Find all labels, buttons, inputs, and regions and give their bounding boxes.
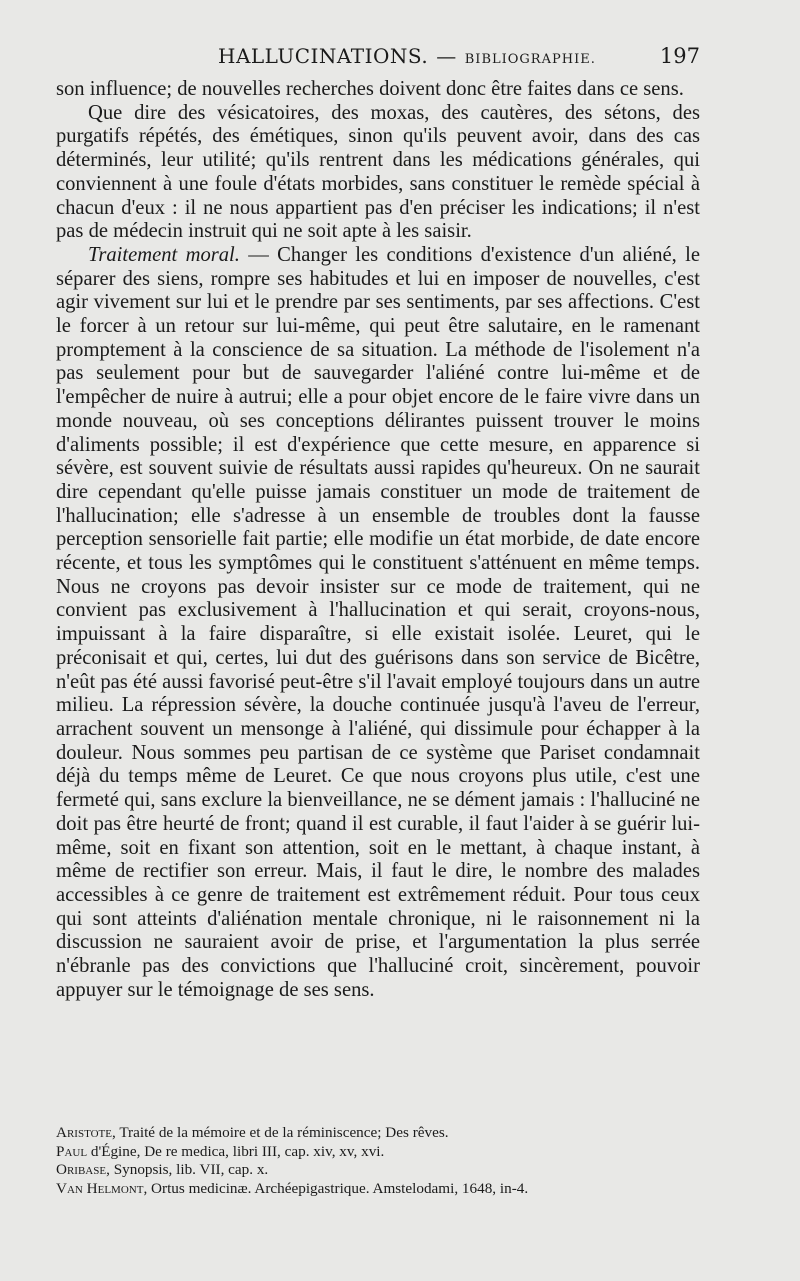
bibliography [56, 1124, 716, 1198]
bibliography-text: , Traité de la mémoire et de la réminiscence; Des rêves. [112, 1124, 449, 1141]
running-title-main: HALLUCINATIONS. [218, 44, 429, 68]
header-dash: — [436, 44, 457, 68]
bibliography-entry [56, 1180, 716, 1199]
paragraph-continuation: son influence; de nouvelles recherches doivent donc être faites dans ce sens. [56, 78, 684, 100]
bibliography-text: , Synopsis, lib. VII, cap. x. [106, 1161, 269, 1178]
bibliography-text: d'Égine, De re medica, libri III, cap. xiv, xv, xvi. [87, 1142, 385, 1160]
bibliography-entry [56, 1124, 716, 1143]
section-lead-italic: Traitement moral. [88, 243, 240, 266]
bibliography-author: Oribase [56, 1161, 107, 1178]
paragraph-traitement-moral [56, 244, 700, 1003]
bibliography-entry [56, 1161, 716, 1180]
page-number: 197 [659, 44, 700, 68]
page-header [56, 44, 700, 74]
bibliography-author: Paul [56, 1142, 88, 1160]
running-title [218, 44, 596, 68]
bibliography-author: Van Helmont [56, 1179, 144, 1197]
bibliography-author: Aristote [56, 1124, 112, 1141]
section-title: BIBLIOGRAPHIE. [464, 52, 596, 67]
bibliography-entry [56, 1143, 716, 1162]
body-text [56, 78, 700, 1002]
paragraph-traitement-moral-text: — Changer les conditions d'existence d'un aliéné, le séparer des siens, rompre ses habitudes et lui en imposer de nouvelles, c'est agir vivement sur lui et le prendre par ses sentiments, par ses affections. C'est le forcer à un retour sur lui-même, qui peut être salutaire, en le ramenant promptement à la conscience de sa situation. La méthode de l'isolement n'a pas seulement pour but de sauvegarder l'aliéné contre lui-même et de l'empêcher de nuire à autrui; elle a pour objet encore de le faire vivre dans un monde nouveau, où ses conceptions délirantes puissent trouver le moins d'aliments possible; il est d'expérience que cette mesure, en apparence si sévère, est souvent suivie de résultats aussi rapides qu'heureux. On ne saurait dire cependant qu'elle puisse jamais constituer un mode de traitement de l'hallucination; elle s'adresse à un ensemble de troubles dont la fausse perception sensorielle fait partie; elle modifie un état morbide, de date encore récente, et tous les symptômes qui le constituent s'atténuent en même temps. Nous ne croyons pas devoir insister sur ce mode de traitement, qui ne convient pas exclusivement à l'hallucination et qui serait, croyons-nous, impuissant à la faire disparaître, si elle existait isolée. Leuret, qui le préconisait et qui, certes, lui dut des guérisons dans son service de Bicêtre, n'eût pas été aussi favorisé peut-être s'il l'avait employé toujours dans un autre milieu. La répression sévère, la douche continuée jusqu'à l'aveu de l'erreur, arrachent souvent un mensonge à l'aliéné, qui dissimule pour échapper à la douleur. Nous sommes peu partisan de ce système que Pariset condamnait déjà du temps même de Leuret. Ce que nous croyons plus utile, c'est une fermeté qui, sans exclure la bienveillance, ne se dément jamais : l'halluciné ne doit pas être heurté de front; quand il est curable, il faut l'aider à se guérir lui-même, soit en fixant son attention, soit en le mettant, à chaque instant, à même de rectifier son erreur. Mais, il faut le dire, le nombre des malades accessibles à ce genre de traitement est extrêmement réduit. Pour tous ceux qui sont atteints d'aliénation mentale chronique, ni le raisonnement ni la discussion ne sauraient avoir de prise, et l'argumentation la plus serrée n'ébranle pas des convictions que l'halluciné croit, sincèrement, pouvoir appuyer sur le témoignage de ses sens. [56, 243, 700, 1001]
bibliography-text: , Ortus medicinæ. Archéepigastrique. Amstelodami, 1648, in-4. [143, 1179, 529, 1197]
paragraph-vesicatoires: Que dire des vésicatoires, des moxas, des cautères, des sétons, des purgatifs répétés, des émétiques, sinon qu'ils peuvent avoir, dans des cas déterminés, leur utilité; qu'ils rentrent dans les médications générales, qui conviennent à une foule d'états morbides, sans constituer le remède spécial à chacun d'eux : il ne nous appartient pas d'en préciser les indications; il n'est pas de médecin instruit qui ne soit apte à les saisir. [56, 101, 700, 243]
